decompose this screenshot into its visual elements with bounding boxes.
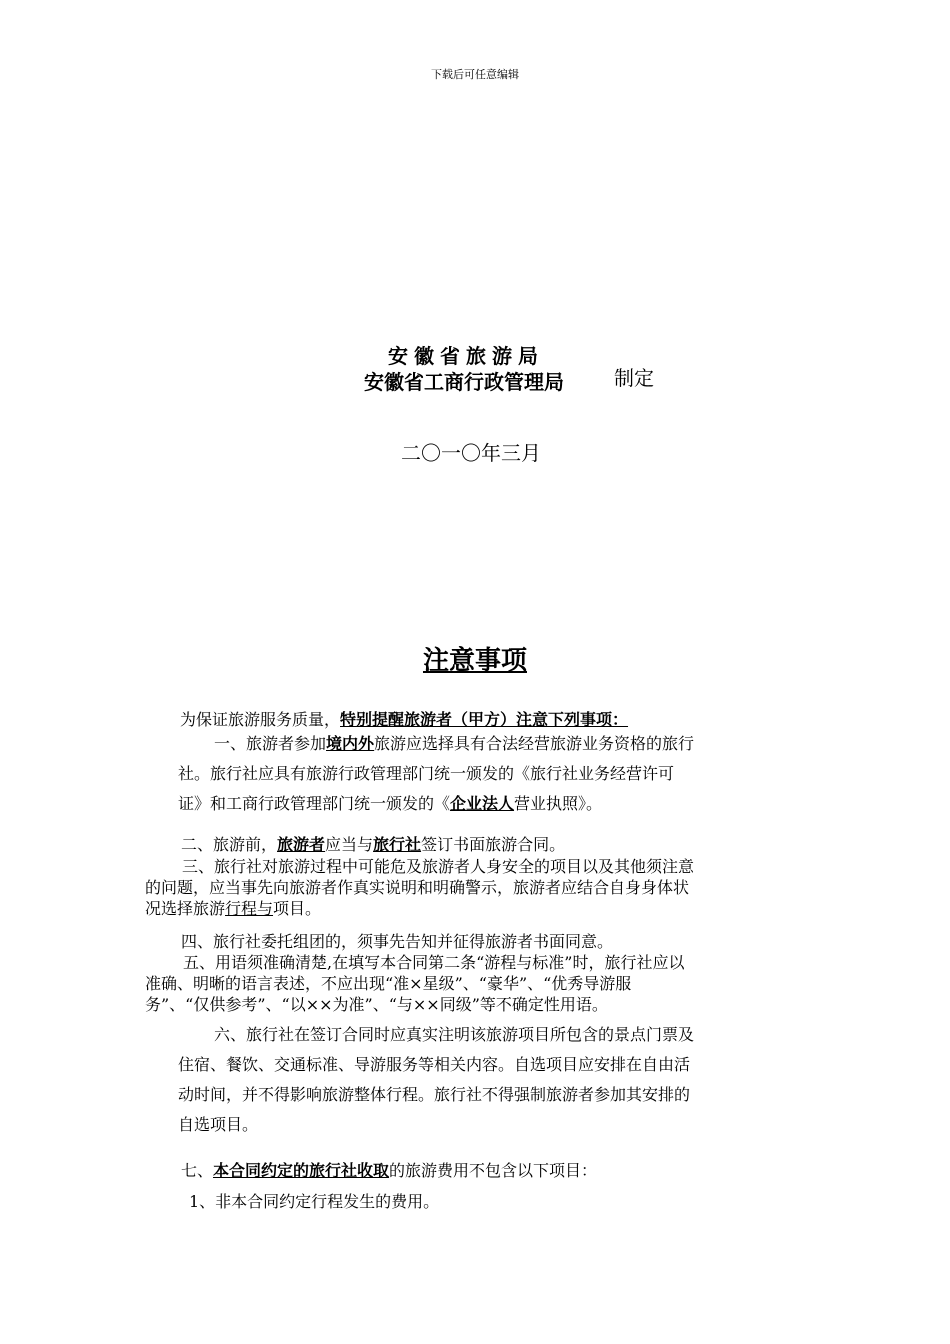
notice-item-2: 二、旅游前，旅游者应当与旅行社签订书面旅游合同。 [181,835,566,854]
notice-item-4: 四、旅行社委托组团的，须事先告知并征得旅游者书面同意。 [181,932,614,951]
notice-title: 注意事项 [422,646,527,676]
page-header-note: 下载后可任意编辑 [431,68,519,81]
intro-emphasis: 特别提醒旅游者（甲方）注意下列事项： [340,710,629,729]
made-by-label: 制定 [614,366,654,390]
notice-item-6: 六、旅行社在签订合同时应真实注明该旅游项目所包含的景点门票及 住宿、餐饮、交通标准、导游服务等相关内容。自选项目应安排在自由活 动时间，并不得影响旅游整体行程。旅行社不得强制旅游者参加其安排的 自选项目。 [178,1025,695,1134]
notice-item-3: 三、旅行社对旅游过程中可能危及旅游者人身安全的项目以及其他须注意 的问题，应当事先向旅游者作真实说明和明确警示，旅游者应结合自身身体状 况选择旅游行程与项目。 [145,857,695,918]
issue-date: 二〇一〇年三月 [401,441,541,465]
notice-item-5: 五、用语须准确清楚,在填写本合同第二条“游程与标准”时，旅行社应以 准确、明晰的语言表述，不应出现“准×星级”、“豪华”、“优秀导游服 务”、“仅供参考”、“以××为准”、“与××同级”等不确定性用语。 [145,953,685,1014]
issuing-org-industry-commerce-bureau: 安徽省工商行政管理局 [364,370,564,394]
issuing-org-tourism-bureau: 安徽省旅游局 [388,344,544,368]
notice-intro: 为保证旅游服务质量，特别提醒旅游者（甲方）注意下列事项： [180,710,629,729]
notice-item-1: 一、旅游者参加境内外旅游应选择具有合法经营旅游业务资格的旅行 社。旅行社应具有旅游行政管理部门统一颁发的《旅行社业务经营许可 证》和工商行政管理部门统一颁发的《企业法人营业执照》。 [178,734,695,813]
notice-item-7: 七、本合同约定的旅行社收取的旅游费用不包含以下项目： [181,1161,598,1180]
notice-item-7-sub-1: 1、非本合同约定行程发生的费用。 [189,1192,440,1211]
